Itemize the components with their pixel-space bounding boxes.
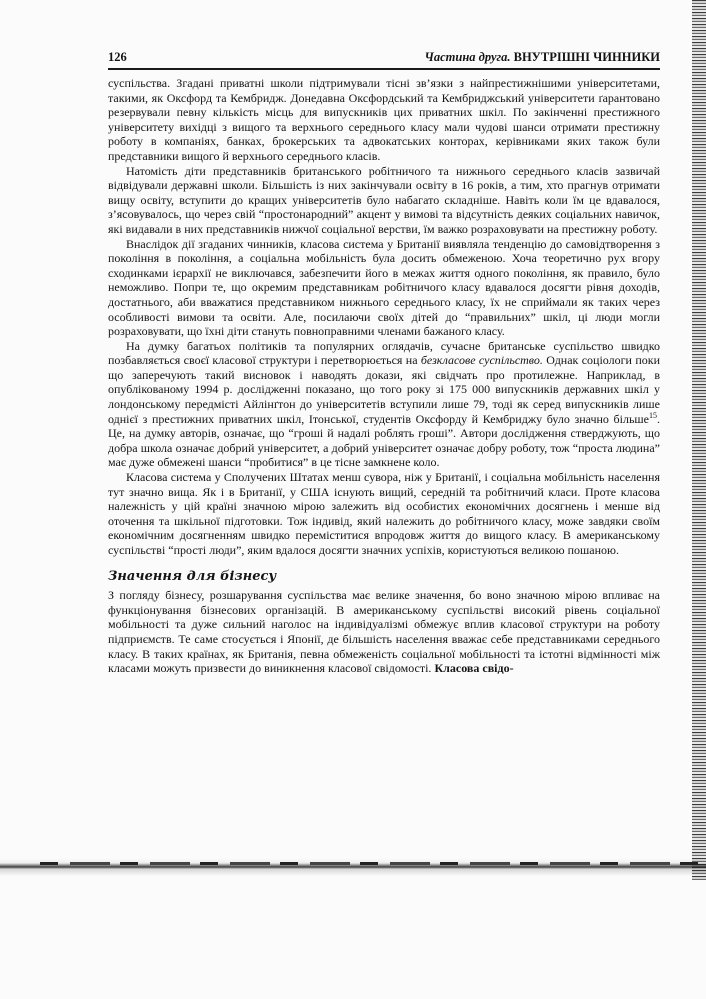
page-binding-edge bbox=[692, 0, 706, 880]
footnote-ref: 15 bbox=[649, 410, 657, 420]
paragraph-4-part-a: На думку багатьох політиків та популярних оглядачів, сучасне британське суспільство швидко позбавляється своєї класової структури і перетворюється на bbox=[108, 338, 660, 368]
paragraph-4-italic-term: безкласове суспільство. bbox=[420, 353, 543, 368]
running-head bbox=[425, 50, 660, 65]
paragraph-6 bbox=[108, 588, 660, 676]
paragraph-3: Внаслідок дії згаданих чинників, класова система у Британії виявляла тенденцію до самовідтворення з покоління в покоління, а соціальна мобільність була досить обмеженою. Хоча теоретично рух вгору сходинками ієрархії не виключався, забезпечити його в межах життя одного покоління, як правило, було неможливо. Попри те, що окремим представникам робітничого класу вдавалося досягти рівня доходів, достатнього, аби вважатися представником нижнього середнього класу, їх не сприймали як таких через особливості вимови та освіти. Але, посилаючи своїх дітей до “правильних” шкіл, ці люди могли розраховувати, що їхні діти стануть повноправними членами бажаного класу. bbox=[108, 236, 660, 339]
page-body bbox=[108, 76, 660, 676]
paragraph-6-text: З погляду бізнесу, розшарування суспільства має велике значення, бо воно значною мірою впливає на функціонування бізнесових організацій. В американському суспільстві високий рівень соціальної мобільності та дуже сильний наголос на індивідуалізмі обмежує вплив класової структури на роботу підприємств. Те саме стосується і Японії, де більшість населення вважає себе представниками середнього класу. В таких країнах, як Британія, певна обмеженість соціальної мобільності та істотні відмінності між класами можуть призвести до виникнення класової свідомості. bbox=[108, 588, 660, 676]
paragraph-4-part-c: . Це, на думку авторів, означає, що “гроші й надалі роблять гроші”. Автори дослідження стверджують, що добра школа означає добрий університет, а добрий університет означає добру роботу, тож “проста людина” має дуже обмежені шанси “пробитися” в це тісне замкнене коло. bbox=[108, 411, 660, 470]
page-header bbox=[108, 50, 660, 66]
scan-bottom-artifact bbox=[0, 858, 706, 876]
header-rule bbox=[108, 68, 660, 70]
paragraph-1: суспільства. Згадані приватні школи підтримували тісні зв’язки з найпрестижнішими університетами, такими, як Оксфорд та Кембридж. Донедавна Оксфордський та Кембриджський університети ґарантовано резервували певну кількість місць для випускників цих приватних шкіл. По закінченні престижного університету вихідці з вищого та верхнього середнього класу мали чудові шанси отримати престижну роботу в компаніях, банках, брокерських та адвокатських конторах, керівниками яких також були представники вищого й верхнього середнього класів. bbox=[108, 76, 660, 163]
scan-bottom-artifact-line bbox=[40, 862, 706, 865]
paragraph-4-part-b: Однак соціологи поки що заперечують такий висновок і наводять докази, які свідчать про протилежне. Наприклад, в опублікованому 1994 р. дослідженні показано, що того року зі 175 000 випускників державних шкіл у лондонському передмісті Айлінґтон до університетів вступили лише 79, тоді як серед випускників лише однієї з престижних приватних шкіл, Ітонської, студентів Оксфорду й Кембриджу було значно більше bbox=[108, 353, 660, 426]
paragraph-5: Класова система у Сполучених Штатах менш сувора, ніж у Британії, і соціальна мобільність населення тут значно вища. Як і в Британії, у США існують вищий, середній та робітничий класи. Проте класова належність у цій країні значною мірою залежить від особистих економічних досягнень і менше від оточення та шкільної підготовки. Тож індивід, який належить до робітничого класу, може завдяки своїм економічним досягненням швидко переміститися впродовж життя до вищого класу. В американському суспільстві “прості люди”, яким вдалося досягти значних успіхів, користуються великою пошаною. bbox=[108, 470, 660, 557]
page-number: 126 bbox=[108, 50, 127, 64]
paragraph-2: Натомість діти представників британського робітничого та нижнього середнього класів зазвичай відвідували державні школи. Більшість із них закінчували освіту в 16 років, а тим, хто прагнув отримати вищу освіту, вступити до кращих університетів було набагато складніше. Навіть коли їм це вдавалося, з’ясовувалось, що через свій “простонародний” акцент у вимові та відсутність деяких соціальних навичок, які видавали в них представників нижчої соціальної верстви, їм важко розраховувати на престижну роботу. bbox=[108, 163, 660, 236]
paragraph-4 bbox=[108, 339, 660, 470]
paragraph-6-bold-term: Класова свідо- bbox=[434, 661, 514, 676]
running-head-title: ВНУТРІШНІ ЧИННИКИ bbox=[513, 50, 660, 64]
running-head-part: Частина друга. bbox=[424, 50, 511, 64]
section-heading: Значення для бізнесу bbox=[108, 568, 277, 584]
